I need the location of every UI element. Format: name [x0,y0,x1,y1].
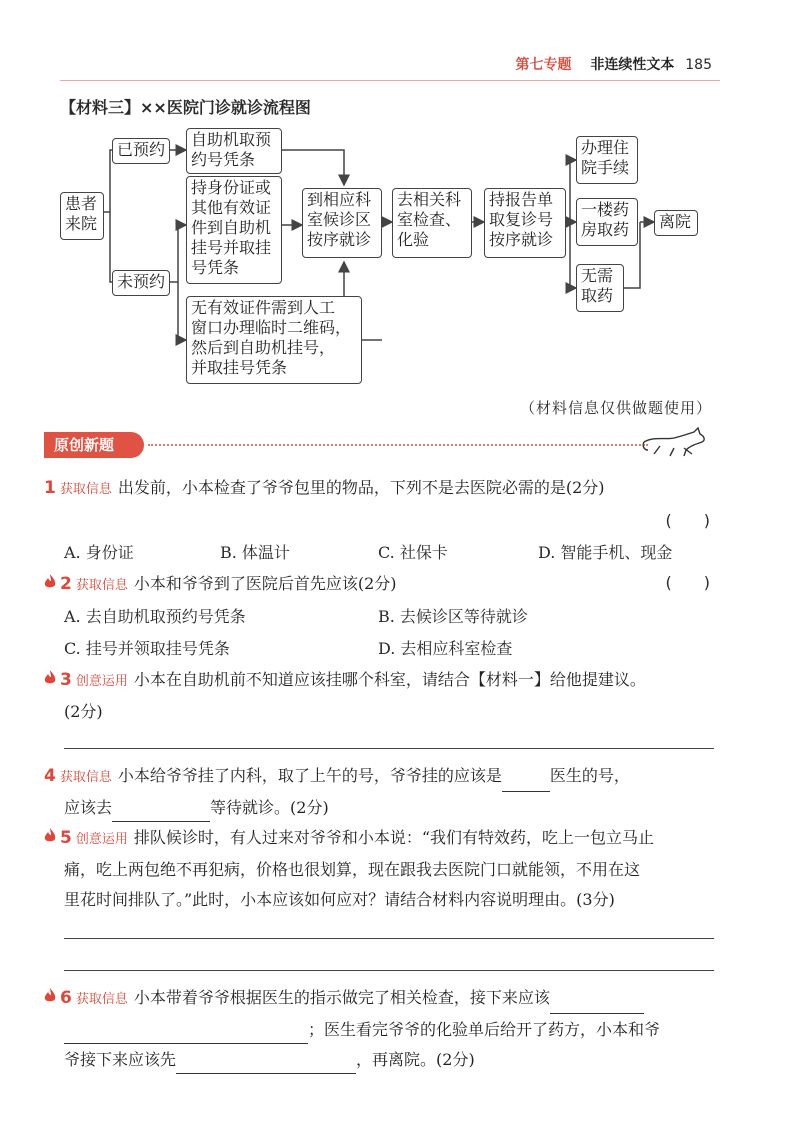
q2-option-b[interactable]: B. 去候诊区等待就诊 [378,607,528,626]
q4-tag: 获取信息 [59,770,112,785]
q2-answer-paren[interactable]: ( ) [665,573,710,592]
q3-answer-line[interactable] [64,748,714,749]
q4-text2: 应该去 [64,798,113,817]
q3-number: 3 [60,670,72,690]
q1-number: 1 [44,478,56,498]
flow-box-leave: 离院 [654,210,698,236]
q1-option-c[interactable]: C. 社保卡 [378,543,448,562]
q5-text: 排队候诊时，有人过来对爷爷和小本说：“我们有特效药，吃上一包立马止 [133,828,655,847]
banner-dotted-line [148,444,648,448]
question-4 [44,762,630,792]
q5-text-line3: 里花时间排队了。”此时，小本应该如何应对？请结合材料内容说明理由。(3分) [64,890,615,909]
q6-line3 [64,1046,475,1074]
q3-text: 小本在自助机前不知道应该挂哪个科室，请结合【材料一】给他提建议。 [133,670,646,689]
flow-box-self-take: 自助机取预 约号凭条 [186,128,282,174]
q1-tag: 获取信息 [59,482,112,497]
flow-box-pharmacy: 一楼药 房取药 [576,198,638,246]
q6-text2-b: ；医生看完爷爷的化验单后给开了药方，小本和爷 [308,1020,661,1039]
q6-blank-1[interactable] [550,995,644,1014]
question-1 [44,474,605,504]
flow-box-with-id: 持身份证或 其他有效证 件到自助机 挂号并取挂 号凭条 [186,176,282,284]
q2-text: 小本和爷爷到了医院后首先应该(2分) [133,574,397,593]
q1-option-b[interactable]: B. 体温计 [220,543,290,562]
flow-box-report: 持报告单 取复诊号 按序就诊 [484,188,566,258]
q2-tag: 获取信息 [75,578,128,593]
q6-text: 小本带着爷爷根据医生的指示做完了相关检查，接下来应该 [133,988,550,1007]
q5-answer-line-2[interactable] [64,970,714,971]
q5-text-line2: 痛，吃上两包绝不再犯病，价格也很划算，现在跟我去医院门口就能领，不用在这 [64,860,641,879]
fire-icon [44,824,58,852]
q6-text3-b: ，再离院。(2分) [356,1050,475,1069]
q4-text2-b: 等待就诊。(2分) [210,798,329,817]
q5-number: 5 [60,828,72,848]
q4-line2 [64,794,329,822]
material-note: （材料信息仅供做题使用） [519,399,712,417]
q4-number: 4 [44,766,56,786]
flow-box-unreserved: 未预约 [112,270,170,296]
flow-box-patient: 患者 来院 [60,192,104,240]
q3-tag: 创意运用 [75,674,128,689]
q6-number: 6 [60,988,72,1008]
flow-box-reserved: 已预约 [112,138,170,164]
q2-option-a[interactable]: A. 去自助机取预约号凭条 [64,607,246,626]
q5-answer-line-1[interactable] [64,938,714,939]
fire-icon [44,666,58,694]
header-subtitle: 非连续性文本 [590,57,675,73]
q1-option-d[interactable]: D. 智能手机、现金 [538,543,673,562]
question-2 [44,570,397,600]
q2-option-c[interactable]: C. 挂号并领取挂号凭条 [64,639,230,658]
page-number: 185 [685,57,712,73]
flow-box-dept-wait: 到相应科 室候诊区 按序就诊 [302,188,382,258]
fire-icon [44,984,58,1012]
q4-text: 小本给爷爷挂了内科，取了上午的号，爷爷挂的应该是 [117,766,502,785]
q1-option-a[interactable]: A. 身份证 [64,543,134,562]
q2-option-d[interactable]: D. 去相应科室检查 [378,639,513,658]
q6-text3: 爷接下来应该先 [64,1050,177,1069]
question-6 [44,984,644,1014]
flow-title: 【材料三】××医院门诊就诊流程图 [60,98,311,117]
q6-blank-2[interactable] [176,1055,356,1074]
flow-box-no-med: 无需 取药 [576,264,624,312]
q6-blank-1-cont[interactable] [64,1025,308,1044]
q6-tag: 获取信息 [75,992,128,1007]
q4-text-b: 医生的号， [549,766,630,785]
flow-box-no-id: 无有效证件需到人工 窗口办理临时二维码， 然后到自助机挂号， 并取挂号凭条 [186,296,362,384]
q5-tag: 创意运用 [75,832,128,847]
header-topic: 第七专题 [515,57,572,73]
question-3 [44,666,646,696]
flow-box-exam: 去相关科 室检查、 化验 [392,188,472,258]
flow-box-inpatient: 办理住 院手续 [576,136,638,184]
q4-blank-2[interactable] [112,803,210,822]
section-banner: 原创新题 [44,432,144,458]
fire-icon [44,570,58,598]
q1-text: 出发前，小本检查了爷爷包里的物品，下列不是去医院必需的是(2分) [117,478,605,497]
question-5 [44,824,654,854]
q1-answer-paren[interactable]: ( ) [665,511,710,530]
cat-icon [640,424,710,460]
q2-number: 2 [60,574,72,594]
q3-text-line2: (2分) [64,702,103,721]
q6-line2 [64,1016,660,1044]
q4-blank-1[interactable] [502,773,550,792]
